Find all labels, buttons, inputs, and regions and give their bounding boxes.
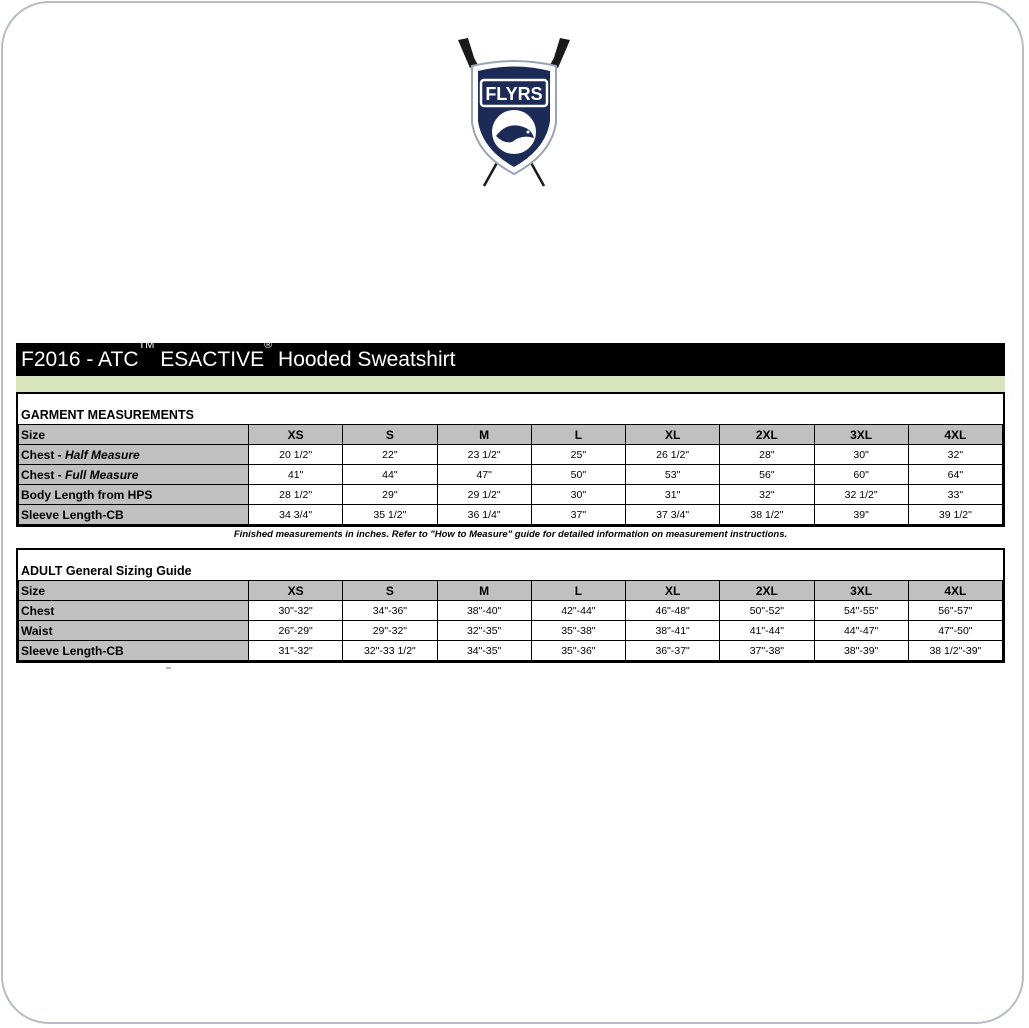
size-header-cell: XL <box>626 581 720 601</box>
table-cell: 34 3/4" <box>249 505 343 525</box>
table-cell: 32"-35" <box>437 621 531 641</box>
table-cell: 34"-35" <box>437 641 531 661</box>
size-header-cell: S <box>343 581 437 601</box>
size-header-cell: 3XL <box>814 425 908 445</box>
table-cell: 29 1/2" <box>437 485 531 505</box>
table-cell: 35 1/2" <box>343 505 437 525</box>
table-cell: 64" <box>908 465 1002 485</box>
table-cell: 32" <box>720 485 814 505</box>
table-row <box>19 601 1003 621</box>
table-cell: 36"-37" <box>626 641 720 661</box>
section-heading: GARMENT MEASUREMENTS <box>21 408 194 422</box>
table-cell: 32"-33 1/2" <box>343 641 437 661</box>
table-cell: 54"-55" <box>814 601 908 621</box>
table-cell: 47" <box>437 465 531 485</box>
table-row <box>19 445 1003 465</box>
table-cell: 29" <box>343 485 437 505</box>
size-header-cell: 2XL <box>720 425 814 445</box>
row-label: Waist <box>19 621 249 641</box>
table-cell: 38"-40" <box>437 601 531 621</box>
garment-measurements-table <box>16 392 1005 527</box>
table-row <box>19 505 1003 525</box>
row-label: Sleeve Length-CB <box>19 641 249 661</box>
table-cell: 32 1/2" <box>814 485 908 505</box>
table-cell: 41"-44" <box>720 621 814 641</box>
table-row <box>19 621 1003 641</box>
table-cell: 28 1/2" <box>249 485 343 505</box>
row-label: Chest <box>19 601 249 621</box>
table-cell: 39" <box>814 505 908 525</box>
measurement-note: Finished measurements in inches. Refer to "How to Measure" guide for detailed information on measurement instructions. <box>233 529 788 540</box>
table-cell: 56"-57" <box>908 601 1002 621</box>
size-label: Size <box>19 425 249 445</box>
table-cell: 37"-38" <box>720 641 814 661</box>
page-title: F2016 - ATC™ ESACTIVE® Hooded Sweatshirt <box>16 343 1005 376</box>
table-row <box>19 465 1003 485</box>
flyrs-logo <box>452 36 576 188</box>
table-cell: 35"-36" <box>531 641 625 661</box>
table-cell: 37 3/4" <box>626 505 720 525</box>
table-cell: 33" <box>908 485 1002 505</box>
size-header-cell: S <box>343 425 437 445</box>
row-label: Chest - Half Measure <box>19 445 249 465</box>
size-header-row <box>19 425 1003 445</box>
size-header-cell: XS <box>249 425 343 445</box>
table-cell: 53" <box>626 465 720 485</box>
adult-sizing-table <box>16 548 1005 663</box>
table-cell: 31"-32" <box>249 641 343 661</box>
table-cell: 29"-32" <box>343 621 437 641</box>
table-row <box>19 485 1003 505</box>
size-header-cell: 4XL <box>908 581 1002 601</box>
table-cell: 38"-39" <box>814 641 908 661</box>
accent-bar <box>16 376 1005 392</box>
size-header-row <box>19 581 1003 601</box>
table-cell: 47"-50" <box>908 621 1002 641</box>
size-header-cell: XL <box>626 425 720 445</box>
table-cell: 46"-48" <box>626 601 720 621</box>
table-cell: 32" <box>908 445 1002 465</box>
table-cell: 30" <box>814 445 908 465</box>
table-cell: 38 1/2" <box>720 505 814 525</box>
table-cell: 38"-41" <box>626 621 720 641</box>
size-label: Size <box>19 581 249 601</box>
table-cell: 38 1/2"-39" <box>908 641 1002 661</box>
section-heading: ADULT General Sizing Guide <box>21 564 192 578</box>
table-cell: 28" <box>720 445 814 465</box>
table-cell: 42"-44" <box>531 601 625 621</box>
table-cell: 41" <box>249 465 343 485</box>
size-header-cell: L <box>531 425 625 445</box>
size-header-cell: 2XL <box>720 581 814 601</box>
stray-mark <box>166 667 171 669</box>
table-cell: 20 1/2" <box>249 445 343 465</box>
table-cell: 23 1/2" <box>437 445 531 465</box>
table-cell: 25" <box>531 445 625 465</box>
table-cell: 50"-52" <box>720 601 814 621</box>
size-header-cell: M <box>437 425 531 445</box>
table-cell: 44" <box>343 465 437 485</box>
table-cell: 44"-47" <box>814 621 908 641</box>
logo-wordmark: FLYRS <box>485 84 543 104</box>
table-cell: 50" <box>531 465 625 485</box>
table-cell: 30"-32" <box>249 601 343 621</box>
table-cell: 37" <box>531 505 625 525</box>
table-cell: 31" <box>626 485 720 505</box>
size-header-cell: XS <box>249 581 343 601</box>
size-header-cell: 4XL <box>908 425 1002 445</box>
table-cell: 34"-36" <box>343 601 437 621</box>
size-header-cell: 3XL <box>814 581 908 601</box>
row-label: Sleeve Length-CB <box>19 505 249 525</box>
table-cell: 60" <box>814 465 908 485</box>
table-cell: 26"-29" <box>249 621 343 641</box>
table-cell: 56" <box>720 465 814 485</box>
size-header-cell: L <box>531 581 625 601</box>
row-label: Chest - Full Measure <box>19 465 249 485</box>
table-cell: 39 1/2" <box>908 505 1002 525</box>
table-cell: 36 1/4" <box>437 505 531 525</box>
row-label: Body Length from HPS <box>19 485 249 505</box>
table-cell: 22" <box>343 445 437 465</box>
table-cell: 35"-38" <box>531 621 625 641</box>
table-cell: 26 1/2" <box>626 445 720 465</box>
size-header-cell: M <box>437 581 531 601</box>
table-cell: 30" <box>531 485 625 505</box>
table-row <box>19 641 1003 661</box>
